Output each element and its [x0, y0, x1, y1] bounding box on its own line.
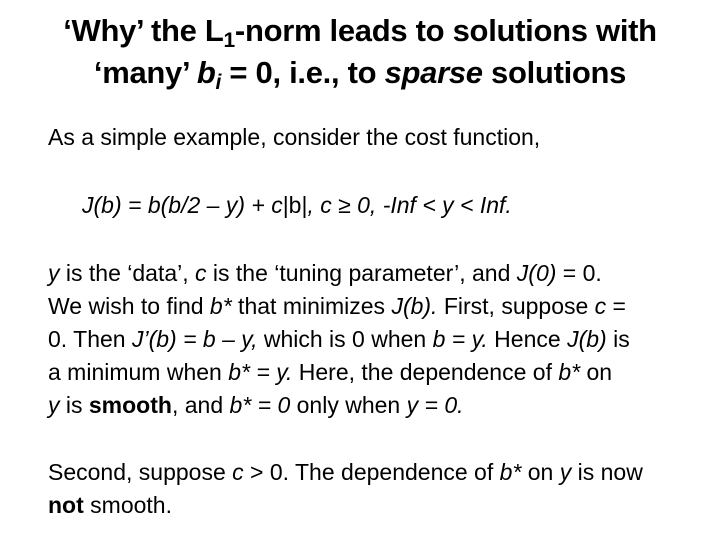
- title-italic-text: sparse: [384, 55, 483, 90]
- italic-text: y: [48, 260, 60, 286]
- title-line-1: [20, 10, 700, 52]
- text: that minimizes: [231, 293, 392, 319]
- conclusion-paragraph: [48, 456, 708, 522]
- title-text: solutions: [482, 55, 627, 90]
- text: First, suppose: [437, 293, 595, 319]
- text: = 0.: [556, 260, 602, 286]
- explanation-paragraph: [48, 257, 708, 422]
- paragraph-line: [48, 456, 708, 489]
- text: =: [606, 293, 626, 319]
- text: Here, the dependence of: [292, 359, 559, 385]
- text: is: [59, 392, 89, 418]
- text: on: [521, 459, 560, 485]
- italic-text: c: [195, 260, 207, 286]
- text: , and: [171, 392, 230, 418]
- italic-text: b*: [499, 459, 522, 485]
- text: We wish to find: [48, 293, 210, 319]
- title-text: ‘many’: [93, 55, 197, 90]
- text: which is 0 when: [257, 326, 433, 352]
- italic-text: b = y.: [432, 326, 488, 352]
- paragraph-line: [48, 290, 708, 323]
- italic-text: c: [232, 459, 244, 485]
- title-text: = 0, i.e., to: [221, 55, 385, 90]
- bold-text: not: [48, 492, 84, 518]
- text: a minimum when: [48, 359, 229, 385]
- text: on: [580, 359, 613, 385]
- equation-text: , c ≥ 0, -Inf < y < Inf.: [307, 192, 512, 218]
- paragraph-line: [48, 356, 708, 389]
- text: is the ‘data’,: [59, 260, 196, 286]
- cost-function-equation: [82, 189, 720, 222]
- italic-text: y = 0.: [406, 392, 464, 418]
- equation-abs-value: |b|: [282, 192, 308, 218]
- equation-text: J(b) = b(b/2 – y) + c: [82, 192, 283, 218]
- text: smooth.: [83, 492, 172, 518]
- italic-text: J(b).: [391, 293, 438, 319]
- title-text: -norm leads to solutions with: [234, 13, 657, 48]
- text: 0. Then: [48, 326, 132, 352]
- italic-text: b*: [209, 293, 232, 319]
- intro-paragraph: As a simple example, consider the cost function,: [48, 124, 541, 150]
- text: > 0. The dependence of: [243, 459, 500, 485]
- italic-text: J(0): [516, 260, 557, 286]
- title-italic-text: b: [196, 55, 216, 90]
- paragraph-line: [48, 323, 708, 356]
- text: only when: [290, 392, 407, 418]
- slide-title: [20, 10, 700, 94]
- title-subscript: 1: [223, 29, 235, 52]
- italic-text: c: [594, 293, 607, 319]
- italic-text: y: [559, 459, 572, 485]
- title-text: ‘Why’ the L: [63, 13, 224, 48]
- text: is: [606, 326, 630, 352]
- title-line-2: [20, 52, 700, 94]
- title-italic-subscript: i: [215, 71, 222, 94]
- text: is now: [571, 459, 643, 485]
- text: Hence: [487, 326, 568, 352]
- italic-text: y: [48, 392, 60, 418]
- bold-text: smooth: [88, 392, 172, 418]
- italic-text: b*: [558, 359, 581, 385]
- italic-text: J(b): [567, 326, 607, 352]
- paragraph-line: [48, 389, 708, 422]
- italic-text: J’(b) = b – y,: [131, 326, 258, 352]
- text: Second, suppose: [48, 459, 233, 485]
- italic-text: b* = y.: [228, 359, 293, 385]
- paragraph-line: [48, 489, 708, 522]
- italic-text: b* = 0: [229, 392, 291, 418]
- text: is the ‘tuning parameter’, and: [206, 260, 517, 286]
- paragraph-line: [48, 257, 708, 290]
